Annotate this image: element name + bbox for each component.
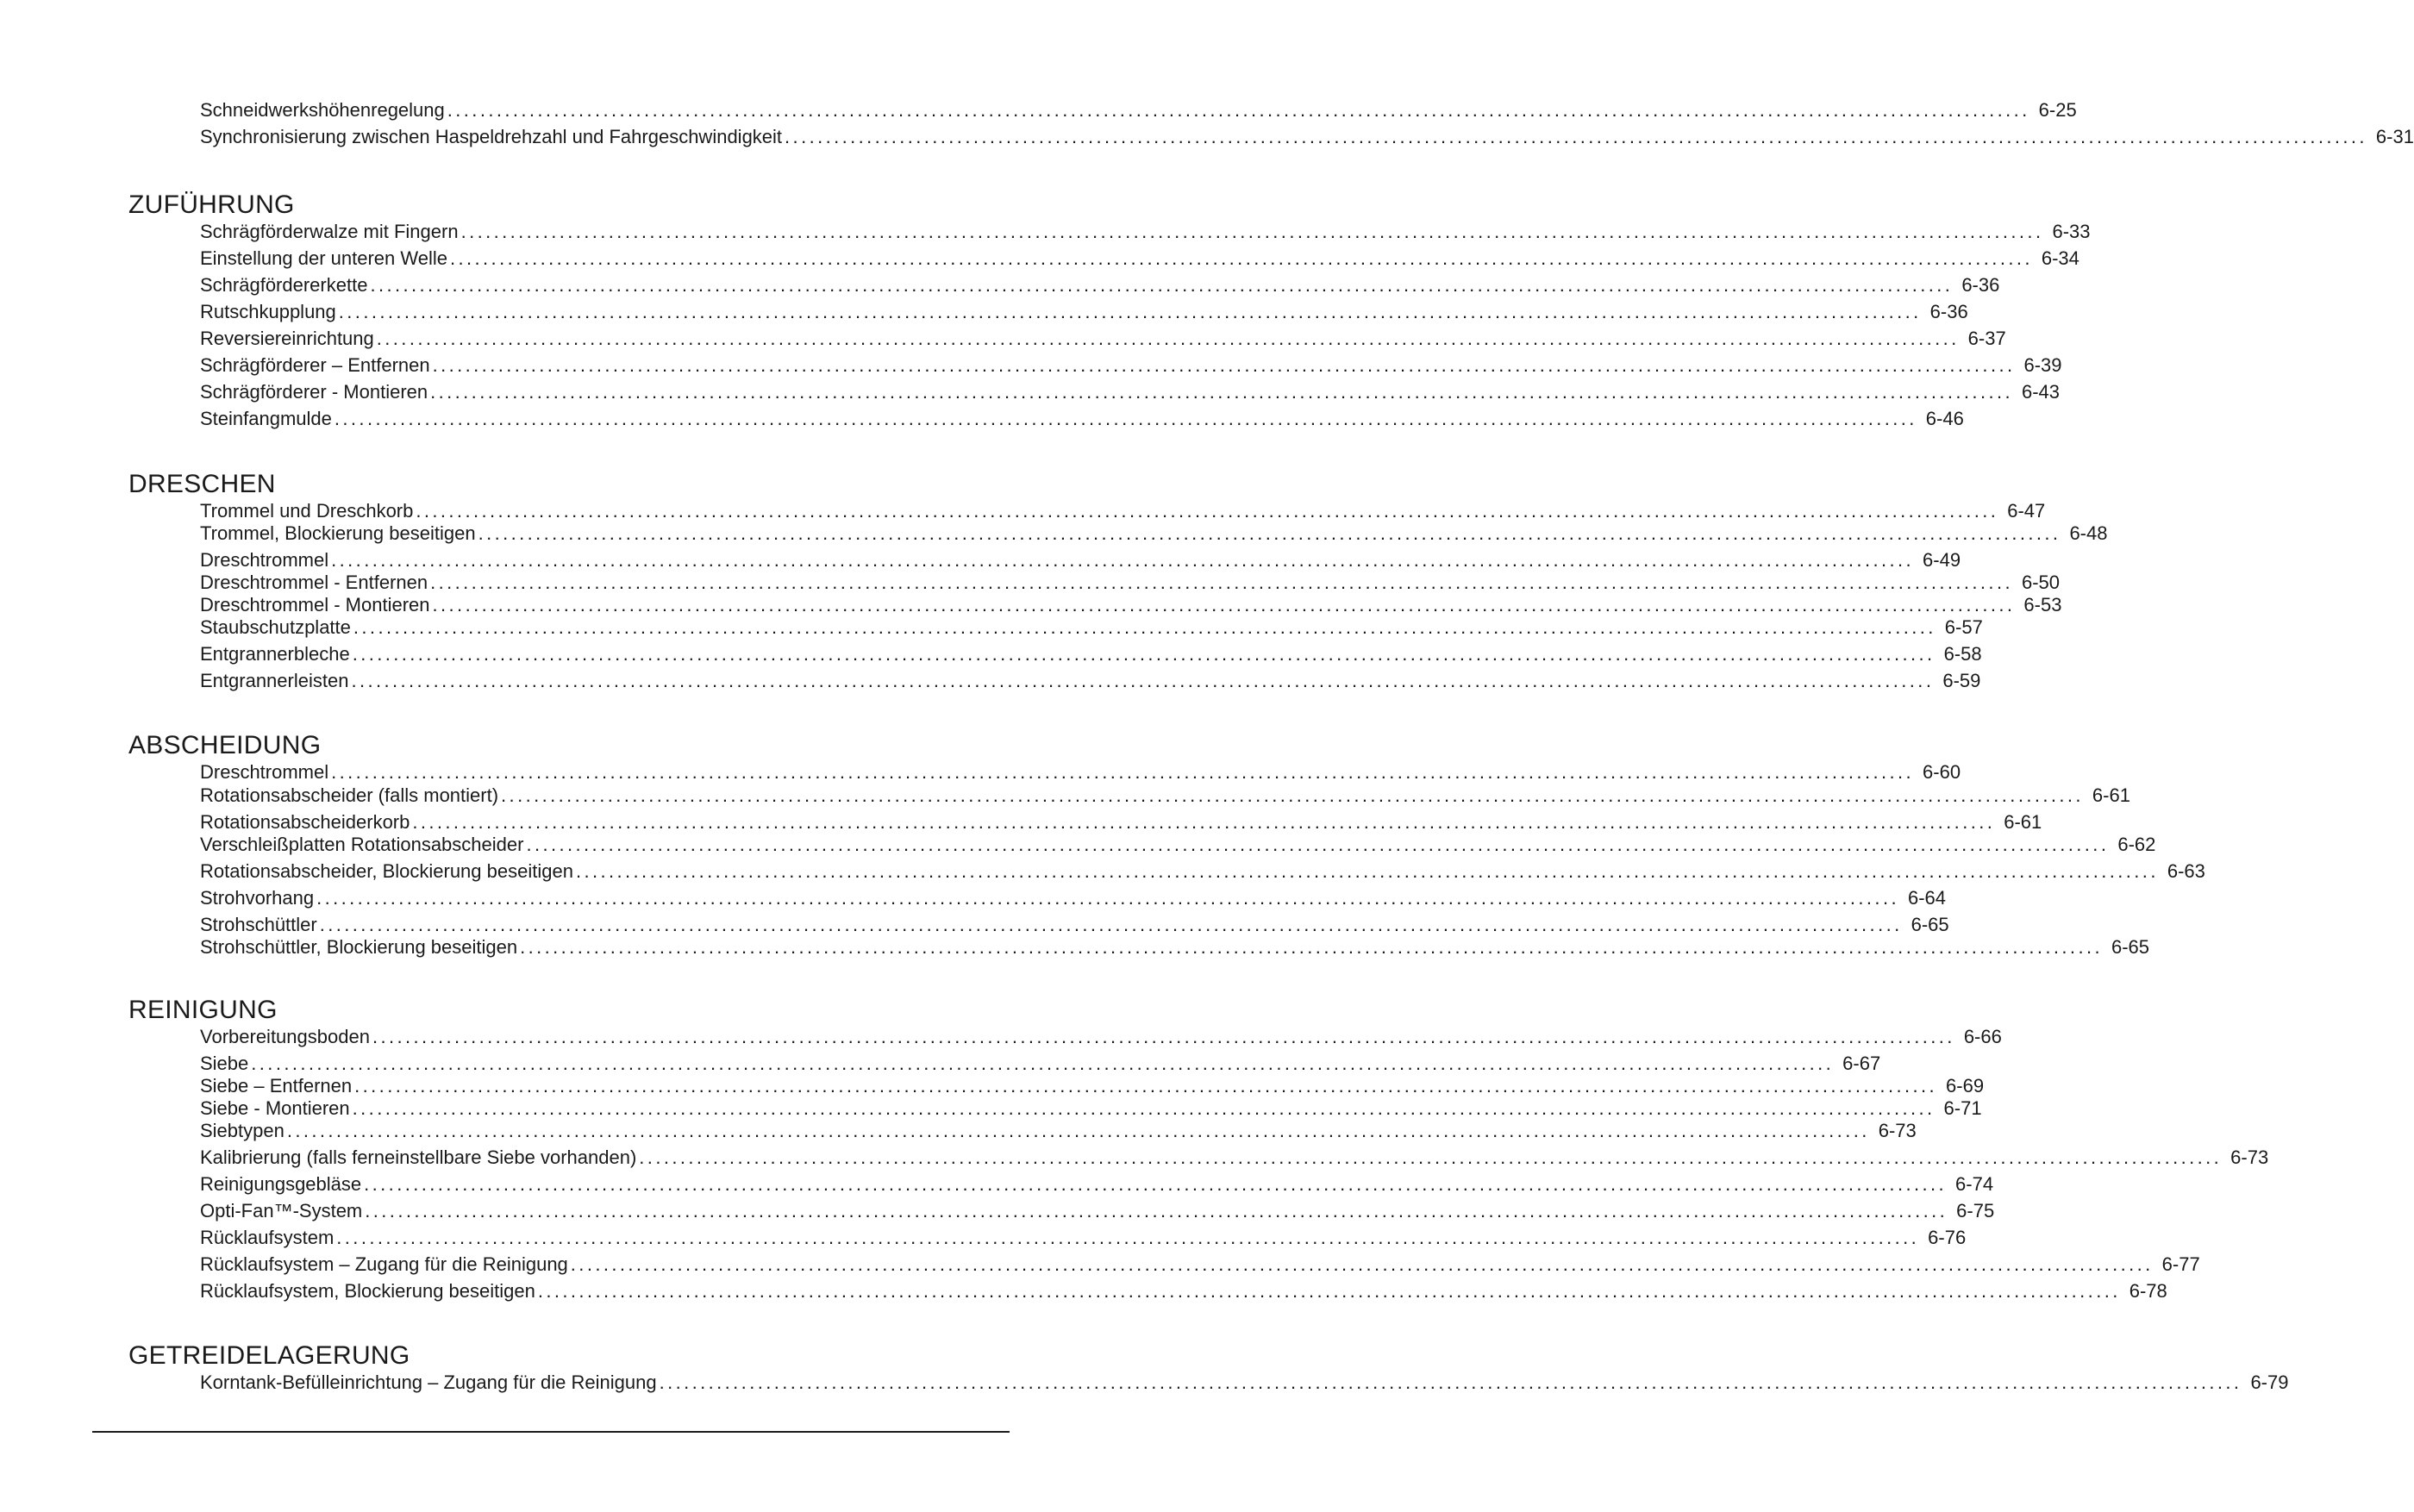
toc-entry-title: Schrägförderer - Montieren xyxy=(200,381,428,403)
toc-entry-page: 6-65 xyxy=(2111,936,2150,958)
section-heading-getreidelagerung: GETREIDELAGERUNG xyxy=(128,1341,410,1370)
toc-entry-page: 6-69 xyxy=(1946,1075,1985,1097)
dot-leader: ................................................................................................................................................................................................. xyxy=(537,1280,2121,1302)
toc-entry-page: 6-64 xyxy=(1907,887,1947,909)
toc-entry[interactable] xyxy=(200,99,2077,122)
toc-entry-page: 6-71 xyxy=(1943,1097,1982,1119)
dot-leader: ................................................................................................................................................................................................. xyxy=(412,811,1996,833)
toc-entry-page: 6-77 xyxy=(2161,1253,2200,1275)
toc-entry-page: 6-73 xyxy=(1878,1120,1917,1141)
toc-entry[interactable] xyxy=(200,1200,1995,1222)
toc-entry-title: Trommel und Dreschkorb xyxy=(200,500,414,522)
toc-entry-title: Staubschutzplatte xyxy=(200,616,351,638)
toc-entry[interactable] xyxy=(200,860,2205,883)
toc-entry[interactable] xyxy=(200,126,2414,148)
toc-entry-title: Siebe – Entfernen xyxy=(200,1075,353,1097)
toc-entry-page: 6-60 xyxy=(1923,761,1961,783)
section-heading-reinigung: REINIGUNG xyxy=(128,996,278,1024)
toc-entry-page: 6-57 xyxy=(1944,616,1983,638)
dot-leader: ................................................................................................................................................................................................. xyxy=(785,126,2367,147)
toc-entry-page: 6-34 xyxy=(2041,247,2079,269)
toc-entry[interactable] xyxy=(200,328,2006,350)
dot-leader: ................................................................................................................................................................................................. xyxy=(334,408,1917,429)
toc-entry-page: 6-59 xyxy=(1942,670,1981,691)
toc-entry-page: 6-66 xyxy=(1963,1026,2002,1047)
toc-entry-title: Siebtypen xyxy=(200,1120,285,1141)
toc-entry-page: 6-78 xyxy=(2129,1280,2167,1302)
toc-entry[interactable] xyxy=(200,1227,1967,1249)
toc-entry[interactable] xyxy=(200,572,2061,594)
toc-entry-title: Entgrannerbleche xyxy=(200,643,350,665)
toc-entry[interactable] xyxy=(200,936,2150,959)
toc-entry[interactable] xyxy=(200,500,2046,522)
dot-leader: ................................................................................................................................................................................................. xyxy=(286,1120,1870,1141)
toc-entry[interactable] xyxy=(200,301,1968,323)
toc-entry-title: Strohschüttler, Blockierung beseitigen xyxy=(200,936,518,958)
section-heading-dreschen: DRESCHEN xyxy=(128,470,276,498)
toc-entry[interactable] xyxy=(200,643,1982,665)
toc-entry[interactable] xyxy=(200,811,2042,834)
toc-entry-page: 6-39 xyxy=(2023,354,2062,376)
toc-entry-title: Schrägfördererkette xyxy=(200,274,368,296)
toc-entry-title: Opti-Fan™-System xyxy=(200,1200,363,1221)
toc-entry-page: 6-43 xyxy=(2022,381,2061,403)
dot-leader: ................................................................................................................................................................................................. xyxy=(316,887,1899,909)
dot-leader: ................................................................................................................................................................................................. xyxy=(432,594,2016,615)
toc-entry-page: 6-75 xyxy=(1956,1200,1995,1221)
toc-entry-title: Dreschtrommel - Entfernen xyxy=(200,572,428,593)
toc-entry-title: Dreschtrommel - Montieren xyxy=(200,594,430,615)
dot-leader: ................................................................................................................................................................................................. xyxy=(331,761,1915,783)
toc-entry[interactable] xyxy=(200,549,1961,572)
toc-entry[interactable] xyxy=(200,1053,1881,1075)
toc-entry[interactable] xyxy=(200,1075,1985,1097)
toc-entry-page: 6-76 xyxy=(1928,1227,1967,1248)
toc-entry[interactable] xyxy=(200,408,1964,430)
dot-leader: ................................................................................................................................................................................................. xyxy=(570,1253,2154,1275)
dot-leader: ................................................................................................................................................................................................. xyxy=(526,834,2110,855)
dot-leader: ................................................................................................................................................................................................. xyxy=(336,1227,1920,1248)
toc-entry-title: Kalibrierung (falls ferneinstellbare Siebe vorhanden) xyxy=(200,1146,637,1168)
toc-entry-title: Dreschtrommel xyxy=(200,549,329,571)
toc-entry-page: 6-50 xyxy=(2021,572,2061,593)
dot-leader: ................................................................................................................................................................................................. xyxy=(460,221,2044,242)
toc-entry-page: 6-47 xyxy=(2007,500,2046,522)
toc-entry-page: 6-53 xyxy=(2023,594,2062,615)
toc-entry[interactable] xyxy=(200,247,2079,270)
dot-leader: ................................................................................................................................................................................................. xyxy=(639,1146,2223,1168)
toc-entry-title: Reinigungsgebläse xyxy=(200,1173,362,1195)
toc-entry[interactable] xyxy=(200,354,2062,377)
toc-entry-page: 6-61 xyxy=(2092,784,2130,806)
section-heading-zufuehrung: ZUFÜHRUNG xyxy=(128,191,295,219)
toc-entry[interactable] xyxy=(200,670,1981,692)
toc-entry-title: Einstellung der unteren Welle xyxy=(200,247,447,269)
dot-leader: ................................................................................................................................................................................................. xyxy=(432,354,2016,376)
toc-entry[interactable] xyxy=(200,1146,2269,1169)
dot-leader: ................................................................................................................................................................................................. xyxy=(450,247,2033,269)
toc-entry[interactable] xyxy=(200,274,2000,297)
toc-entry[interactable] xyxy=(200,1280,2167,1303)
toc-entry[interactable] xyxy=(200,1371,2289,1394)
toc-entry-title: Siebe - Montieren xyxy=(200,1097,350,1119)
toc-entry[interactable] xyxy=(200,914,1949,936)
dot-leader: ................................................................................................................................................................................................. xyxy=(364,1173,1948,1195)
toc-entry[interactable] xyxy=(200,1097,1982,1120)
toc-entry-title: Vorbereitungsboden xyxy=(200,1026,370,1047)
toc-entry-page: 6-25 xyxy=(2038,99,2077,121)
dot-leader: ................................................................................................................................................................................................. xyxy=(520,936,2103,958)
toc-entry-page: 6-46 xyxy=(1925,408,1964,429)
toc-entry-title: Rücklaufsystem, Blockierung beseitigen xyxy=(200,1280,535,1302)
dot-leader: ................................................................................................................................................................................................. xyxy=(447,99,2030,121)
toc-entry-page: 6-63 xyxy=(2167,860,2205,882)
dot-leader: ................................................................................................................................................................................................. xyxy=(251,1053,1835,1074)
toc-entry-page: 6-31 xyxy=(2375,126,2414,147)
toc-entry-title: Verschleißplatten Rotationsabscheider xyxy=(200,834,524,855)
toc-entry[interactable] xyxy=(200,1120,1917,1142)
dot-leader: ................................................................................................................................................................................................. xyxy=(659,1371,2242,1393)
toc-entry-title: Korntank-Befülleinrichtung – Zugang für die Reinigung xyxy=(200,1371,657,1393)
toc-entry-page: 6-58 xyxy=(1943,643,1982,665)
toc-entry[interactable] xyxy=(200,834,2156,856)
toc-entry[interactable] xyxy=(200,594,2062,616)
dot-leader: ................................................................................................................................................................................................. xyxy=(430,572,2013,593)
toc-entry-page: 6-67 xyxy=(1842,1053,1881,1074)
toc-entry-title: Rücklaufsystem xyxy=(200,1227,335,1248)
toc-entry[interactable] xyxy=(200,1026,2002,1048)
dot-leader: ................................................................................................................................................................................................. xyxy=(338,301,1922,322)
toc-entry[interactable] xyxy=(200,784,2130,807)
toc-entry-title: Schrägförderer – Entfernen xyxy=(200,354,430,376)
dot-leader: ................................................................................................................................................................................................. xyxy=(416,500,1999,522)
dot-leader: ................................................................................................................................................................................................. xyxy=(365,1200,1948,1221)
dot-leader: ................................................................................................................................................................................................. xyxy=(376,328,1960,349)
toc-entry[interactable] xyxy=(200,887,1947,909)
toc-entry-page: 6-33 xyxy=(2052,221,2091,242)
toc-entry-page: 6-36 xyxy=(1929,301,1968,322)
toc-entry-page: 6-36 xyxy=(1961,274,2000,296)
toc-entry-page: 6-65 xyxy=(1911,914,1949,935)
toc-entry-title: Synchronisierung zwischen Haspeldrehzahl und Fahrgeschwindigkeit xyxy=(200,126,783,147)
dot-leader: ................................................................................................................................................................................................. xyxy=(354,1075,1938,1097)
section-heading-abscheidung: ABSCHEIDUNG xyxy=(128,731,322,759)
toc-entry-title: Rotationsabscheider, Blockierung beseitigen xyxy=(200,860,573,882)
dot-leader: ................................................................................................................................................................................................. xyxy=(430,381,2013,403)
toc-entry-page: 6-73 xyxy=(2230,1146,2269,1168)
toc-entry-title: Rotationsabscheider (falls montiert) xyxy=(200,784,499,806)
toc-entry-page: 6-79 xyxy=(2250,1371,2289,1393)
dot-leader: ................................................................................................................................................................................................. xyxy=(351,670,1935,691)
toc-entry[interactable] xyxy=(200,221,2091,243)
dot-leader: ................................................................................................................................................................................................. xyxy=(501,784,2084,806)
dot-leader: ................................................................................................................................................................................................. xyxy=(478,522,2061,544)
toc-entry-page: 6-48 xyxy=(2069,522,2108,544)
toc-entry-title: Dreschtrommel xyxy=(200,761,329,783)
toc-entry[interactable] xyxy=(200,1173,1994,1196)
toc-entry-title: Siebe xyxy=(200,1053,249,1074)
toc-entry-title: Steinfangmulde xyxy=(200,408,332,429)
toc-entry[interactable] xyxy=(200,761,1961,784)
toc-entry[interactable] xyxy=(200,616,1983,639)
toc-entry-title: Strohschüttler xyxy=(200,914,317,935)
dot-leader: ................................................................................................................................................................................................. xyxy=(331,549,1915,571)
dot-leader: ................................................................................................................................................................................................. xyxy=(319,914,1903,935)
dot-leader: ................................................................................................................................................................................................. xyxy=(352,1097,1936,1119)
toc-entry-title: Rücklaufsystem – Zugang für die Reinigung xyxy=(200,1253,568,1275)
toc-entry-page: 6-61 xyxy=(2004,811,2042,833)
toc-entry-title: Trommel, Blockierung beseitigen xyxy=(200,522,476,544)
toc-entry-title: Strohvorhang xyxy=(200,887,315,909)
toc-entry-page: 6-62 xyxy=(2117,834,2156,855)
toc-entry-title: Rutschkupplung xyxy=(200,301,336,322)
toc-entry[interactable] xyxy=(200,522,2108,545)
toc-entry[interactable] xyxy=(200,381,2061,403)
dot-leader: ................................................................................................................................................................................................. xyxy=(370,274,1954,296)
footer-divider xyxy=(92,1431,1010,1433)
toc-entry-page: 6-74 xyxy=(1955,1173,1994,1195)
dot-leader: ................................................................................................................................................................................................. xyxy=(372,1026,1955,1047)
toc-entry-page: 6-49 xyxy=(1923,549,1961,571)
toc-entry[interactable] xyxy=(200,1253,2200,1276)
dot-leader: ................................................................................................................................................................................................. xyxy=(575,860,2159,882)
toc-entry-page: 6-37 xyxy=(1967,328,2006,349)
dot-leader: ................................................................................................................................................................................................. xyxy=(352,643,1936,665)
toc-entry-title: Schneidwerkshöhenregelung xyxy=(200,99,445,121)
toc-entry-title: Schrägförderwalze mit Fingern xyxy=(200,221,459,242)
toc-entry-title: Reversiereinrichtung xyxy=(200,328,374,349)
toc-entry-title: Entgrannerleisten xyxy=(200,670,349,691)
toc-entry-title: Rotationsabscheiderkorb xyxy=(200,811,410,833)
dot-leader: ................................................................................................................................................................................................. xyxy=(353,616,1936,638)
